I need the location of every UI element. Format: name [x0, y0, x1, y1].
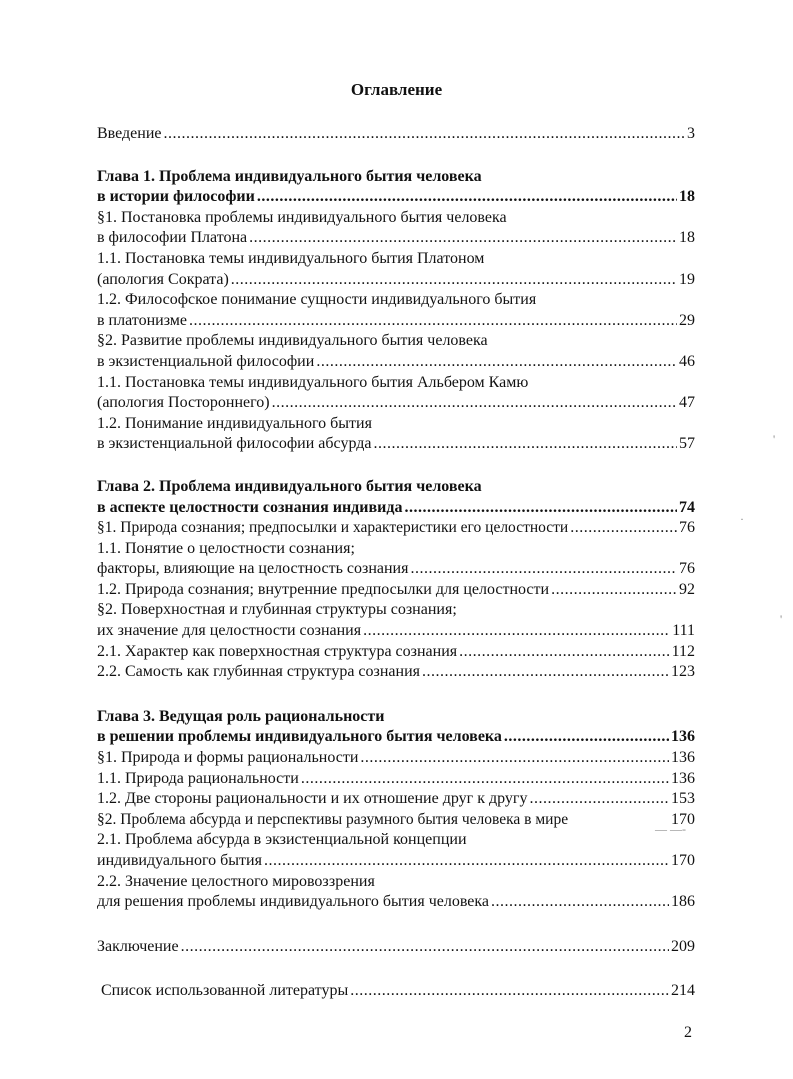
chapter-title-line: Глава 3. Ведущая роль рациональности	[97, 707, 385, 725]
toc-page-number: 136	[671, 749, 695, 767]
dot-leader	[459, 642, 669, 663]
toc-entry-line	[97, 600, 695, 621]
toc-entry-line	[97, 249, 695, 270]
dot-leader	[164, 124, 686, 145]
dot-leader	[404, 498, 677, 519]
toc-entry-text: Заключение	[97, 937, 179, 955]
toc-page-number: 153	[671, 790, 695, 808]
dot-leader	[264, 851, 669, 872]
toc-entry[interactable]	[97, 769, 695, 790]
chapter-3-entry[interactable]	[97, 727, 695, 748]
page-title: Оглавление	[350, 80, 443, 99]
toc-page-number: 92	[679, 580, 695, 598]
toc-entry-text: §1. Природа и формы рациональности	[97, 749, 359, 767]
toc-entry[interactable]	[97, 559, 695, 580]
chapter-3-title	[97, 707, 695, 728]
toc-page-number: 57	[679, 435, 695, 453]
toc-entry-text: 1.2. Философское понимание сущности индивидуального бытия	[97, 291, 537, 309]
toc-entry-text: §2. Развитие проблемы индивидуального бытия человека	[97, 332, 488, 350]
dot-leader	[231, 270, 677, 291]
toc-entry[interactable]	[97, 270, 695, 291]
toc-page-number: 29	[679, 311, 695, 329]
dot-leader	[350, 981, 669, 1002]
toc-entry-text: индивидуального бытия	[97, 852, 262, 869]
toc-entry-text: 1.1. Постановка темы индивидуального бытия Платоном	[97, 249, 485, 267]
chapter-1-entry[interactable]	[97, 187, 695, 208]
toc-entry-text: Введение	[97, 125, 162, 142]
toc-entry-text: Список использованной литературы	[101, 982, 349, 1000]
dot-leader	[301, 769, 669, 790]
toc-entry[interactable]	[97, 662, 695, 683]
toc-entry[interactable]	[97, 434, 695, 455]
toc-page-number: 18	[679, 188, 695, 206]
scan-mark: '	[773, 432, 776, 446]
toc-page-number: 47	[679, 394, 695, 412]
toc-entry-line	[97, 373, 695, 394]
toc-page-number: 123	[671, 663, 695, 681]
dot-leader	[316, 352, 677, 373]
toc-entry-text: (апология Сократа)	[97, 270, 229, 288]
chapter-title-line: Глава 1. Проблема индивидуального бытия человека	[97, 167, 482, 185]
dot-leader	[570, 518, 677, 539]
dot-leader	[249, 228, 677, 249]
toc-page-number: 186	[671, 893, 695, 911]
toc-entry-text: в экзистенциальной философии абсурда	[97, 435, 372, 453]
chapter-1-title	[97, 167, 695, 188]
toc-entry[interactable]	[97, 518, 695, 539]
toc-page-number: 3	[687, 125, 695, 142]
toc-entry-line	[97, 872, 695, 893]
dot-leader	[551, 580, 677, 601]
toc-entry-text: в экзистенциальной философии	[97, 352, 315, 370]
toc-entry-line	[97, 331, 695, 352]
toc-entry-intro[interactable]	[97, 124, 695, 145]
toc-entry-line	[97, 830, 695, 851]
toc-entry-line	[97, 208, 695, 229]
toc-entry-text: в философии Платона	[97, 229, 248, 247]
chapter-2-title	[97, 477, 695, 498]
toc-entry-text: (апология Постороннего)	[97, 394, 270, 412]
dot-leader	[373, 434, 677, 455]
chapter-title-line: в аспекте целостности сознания индивида	[97, 498, 403, 516]
toc-entry-text: 1.1. Постановка темы индивидуального бытия Альбером Камю	[97, 373, 529, 391]
toc-entry[interactable]	[97, 393, 695, 414]
toc-entry-bibliography[interactable]	[97, 981, 695, 1002]
dot-leader	[422, 662, 669, 683]
toc-page-number: 170	[671, 852, 695, 869]
dot-leader	[360, 748, 669, 769]
toc-page-number: 46	[679, 352, 695, 370]
toc-page-number: 136	[671, 769, 695, 787]
toc-entry[interactable]	[97, 810, 695, 831]
toc-entry-text: §1. Природа сознания; предпосылки и характеристики его целостности	[97, 519, 569, 537]
table-of-contents	[97, 124, 695, 1002]
scan-mark: '	[780, 612, 783, 626]
dot-leader	[257, 187, 677, 208]
toc-entry-text: 1.1. Понятие о целостности сознания;	[97, 539, 355, 557]
dot-leader	[181, 937, 669, 958]
toc-entry[interactable]	[97, 311, 695, 332]
toc-entry-line	[97, 414, 695, 435]
toc-entry[interactable]	[97, 352, 695, 373]
chapter-title-line: в истории философии	[97, 188, 255, 206]
toc-entry-text: 1.1. Природа рациональности	[97, 769, 299, 787]
dot-leader	[189, 311, 677, 332]
toc-page-number: 76	[679, 560, 695, 578]
toc-entry-text: факторы, влияющие на целостность сознания	[97, 560, 409, 578]
chapter-2-entry[interactable]	[97, 498, 695, 519]
toc-entry-text: их значение для целостности сознания	[97, 622, 362, 640]
toc-entry-text: §2. Проблема абсурда и перспективы разумного бытия человека в мире	[97, 810, 569, 828]
toc-entry-text: 2.2. Самость как глубинная структура сознания	[97, 663, 420, 681]
toc-page-number: 18	[679, 229, 695, 247]
page-number: 2	[684, 1024, 692, 1041]
toc-entry[interactable]	[97, 851, 695, 872]
toc-entry-text: для решения проблемы индивидуального бытия человека	[97, 893, 490, 911]
toc-entry-text: 1.2. Природа сознания; внутренние предпосылки для целостности	[97, 580, 550, 598]
toc-entry-text: 2.1. Проблема абсурда в экзистенциальной концепции	[97, 831, 467, 849]
dot-leader	[491, 892, 669, 913]
toc-entry-text: §2. Поверхностная и глубинная структуры сознания;	[97, 601, 457, 619]
scan-mark: — —-	[655, 822, 686, 836]
toc-page-number: 76	[679, 519, 695, 537]
toc-entry-conclusion[interactable]	[97, 937, 695, 958]
scan-mark: ·	[740, 512, 744, 526]
toc-page-number: 214	[671, 982, 695, 1000]
dot-leader	[363, 621, 670, 642]
dot-leader	[529, 789, 669, 810]
toc-entry[interactable]	[97, 892, 695, 913]
dot-leader	[504, 727, 669, 748]
toc-page-number: 170	[671, 810, 695, 828]
toc-entry[interactable]	[97, 748, 695, 769]
toc-page-number: 112	[671, 642, 695, 660]
toc-page-number: 19	[679, 270, 695, 288]
toc-page-number: 111	[672, 622, 695, 640]
dot-leader	[272, 393, 677, 414]
toc-entry-text: 1.2. Понимание индивидуального бытия	[97, 414, 372, 432]
toc-entry-text: §1. Постановка проблемы индивидуального бытия человека	[97, 208, 507, 226]
toc-entry-text: 1.2. Две стороны рациональности и их отношение друг к другу	[97, 790, 528, 808]
dot-leader	[410, 559, 677, 580]
toc-entry[interactable]	[97, 621, 695, 642]
toc-entry[interactable]	[97, 580, 695, 601]
toc-entry[interactable]	[97, 642, 695, 663]
chapter-title-line: в решении проблемы индивидуального бытия человека	[97, 728, 502, 746]
toc-entry-text: 2.2. Значение целостного мировоззрения	[97, 872, 375, 890]
toc-page-number: 74	[679, 498, 695, 516]
toc-entry-line	[97, 539, 695, 560]
toc-page-number: 209	[671, 937, 695, 955]
toc-entry-line	[97, 290, 695, 311]
toc-entry-text: в платонизме	[97, 311, 188, 329]
chapter-title-line: Глава 2. Проблема индивидуального бытия человека	[97, 477, 482, 495]
toc-entry[interactable]	[97, 228, 695, 249]
toc-entry[interactable]	[97, 789, 695, 810]
toc-entry-text: 2.1. Характер как поверхностная структура сознания	[97, 642, 458, 660]
toc-page-number: 136	[671, 728, 695, 746]
